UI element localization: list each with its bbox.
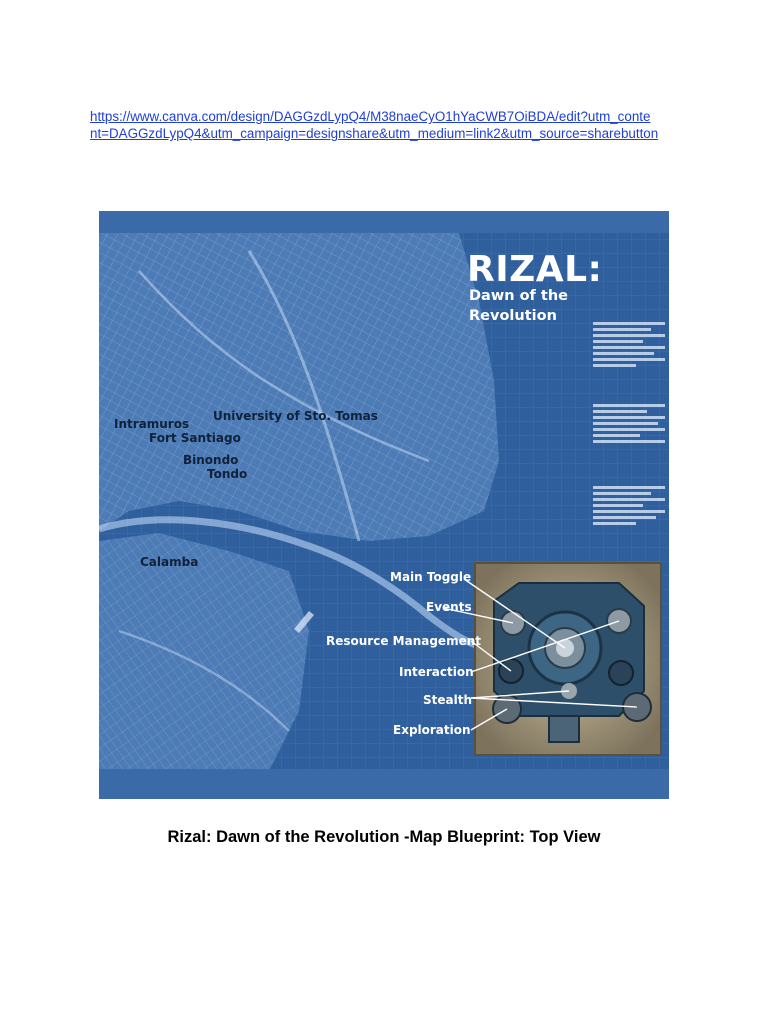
place-label-intramuros: Intramuros <box>114 417 190 431</box>
control-label-exploration: Exploration <box>393 723 471 737</box>
subtitle-line-2: Revolution <box>469 308 557 324</box>
map-blueprint-image <box>99 211 669 799</box>
figure-caption: Rizal: Dawn of the Revolution -Map Blueprint: Top View <box>167 828 601 846</box>
control-label-main-toggle: Main Toggle <box>390 570 472 584</box>
blueprint-notes-block <box>593 401 665 446</box>
control-label-events: Events <box>426 600 472 614</box>
place-label-calamba: Calamba <box>140 555 199 569</box>
link-line-2[interactable]: nt=DAGGzdLypQ4&utm_campaign=designshare&utm_medium=link2&utm_source=sharebutton <box>90 126 659 141</box>
link-line-1[interactable]: https://www.canva.com/design/DAGGzdLypQ4/M38naeCyO1hYaCWB7OiBDA/edit?utm_conte <box>90 109 651 124</box>
place-label-tondo: Tondo <box>207 467 248 481</box>
subtitle-line-1: Dawn of the <box>469 288 568 304</box>
place-label-university: University of Sto. Tomas <box>213 409 378 423</box>
canva-design-link[interactable] <box>90 108 690 142</box>
place-label-fort-santiago: Fort Santiago <box>149 431 241 445</box>
place-label-binondo: Binondo <box>183 453 239 467</box>
blueprint-notes-block <box>593 483 665 528</box>
blueprint-notes-block <box>593 319 665 370</box>
poster-title: RIZAL: <box>467 249 603 290</box>
control-label-interaction: Interaction <box>399 665 474 679</box>
control-label-resource-management: Resource Management <box>326 634 481 648</box>
control-label-stealth: Stealth <box>423 693 473 707</box>
